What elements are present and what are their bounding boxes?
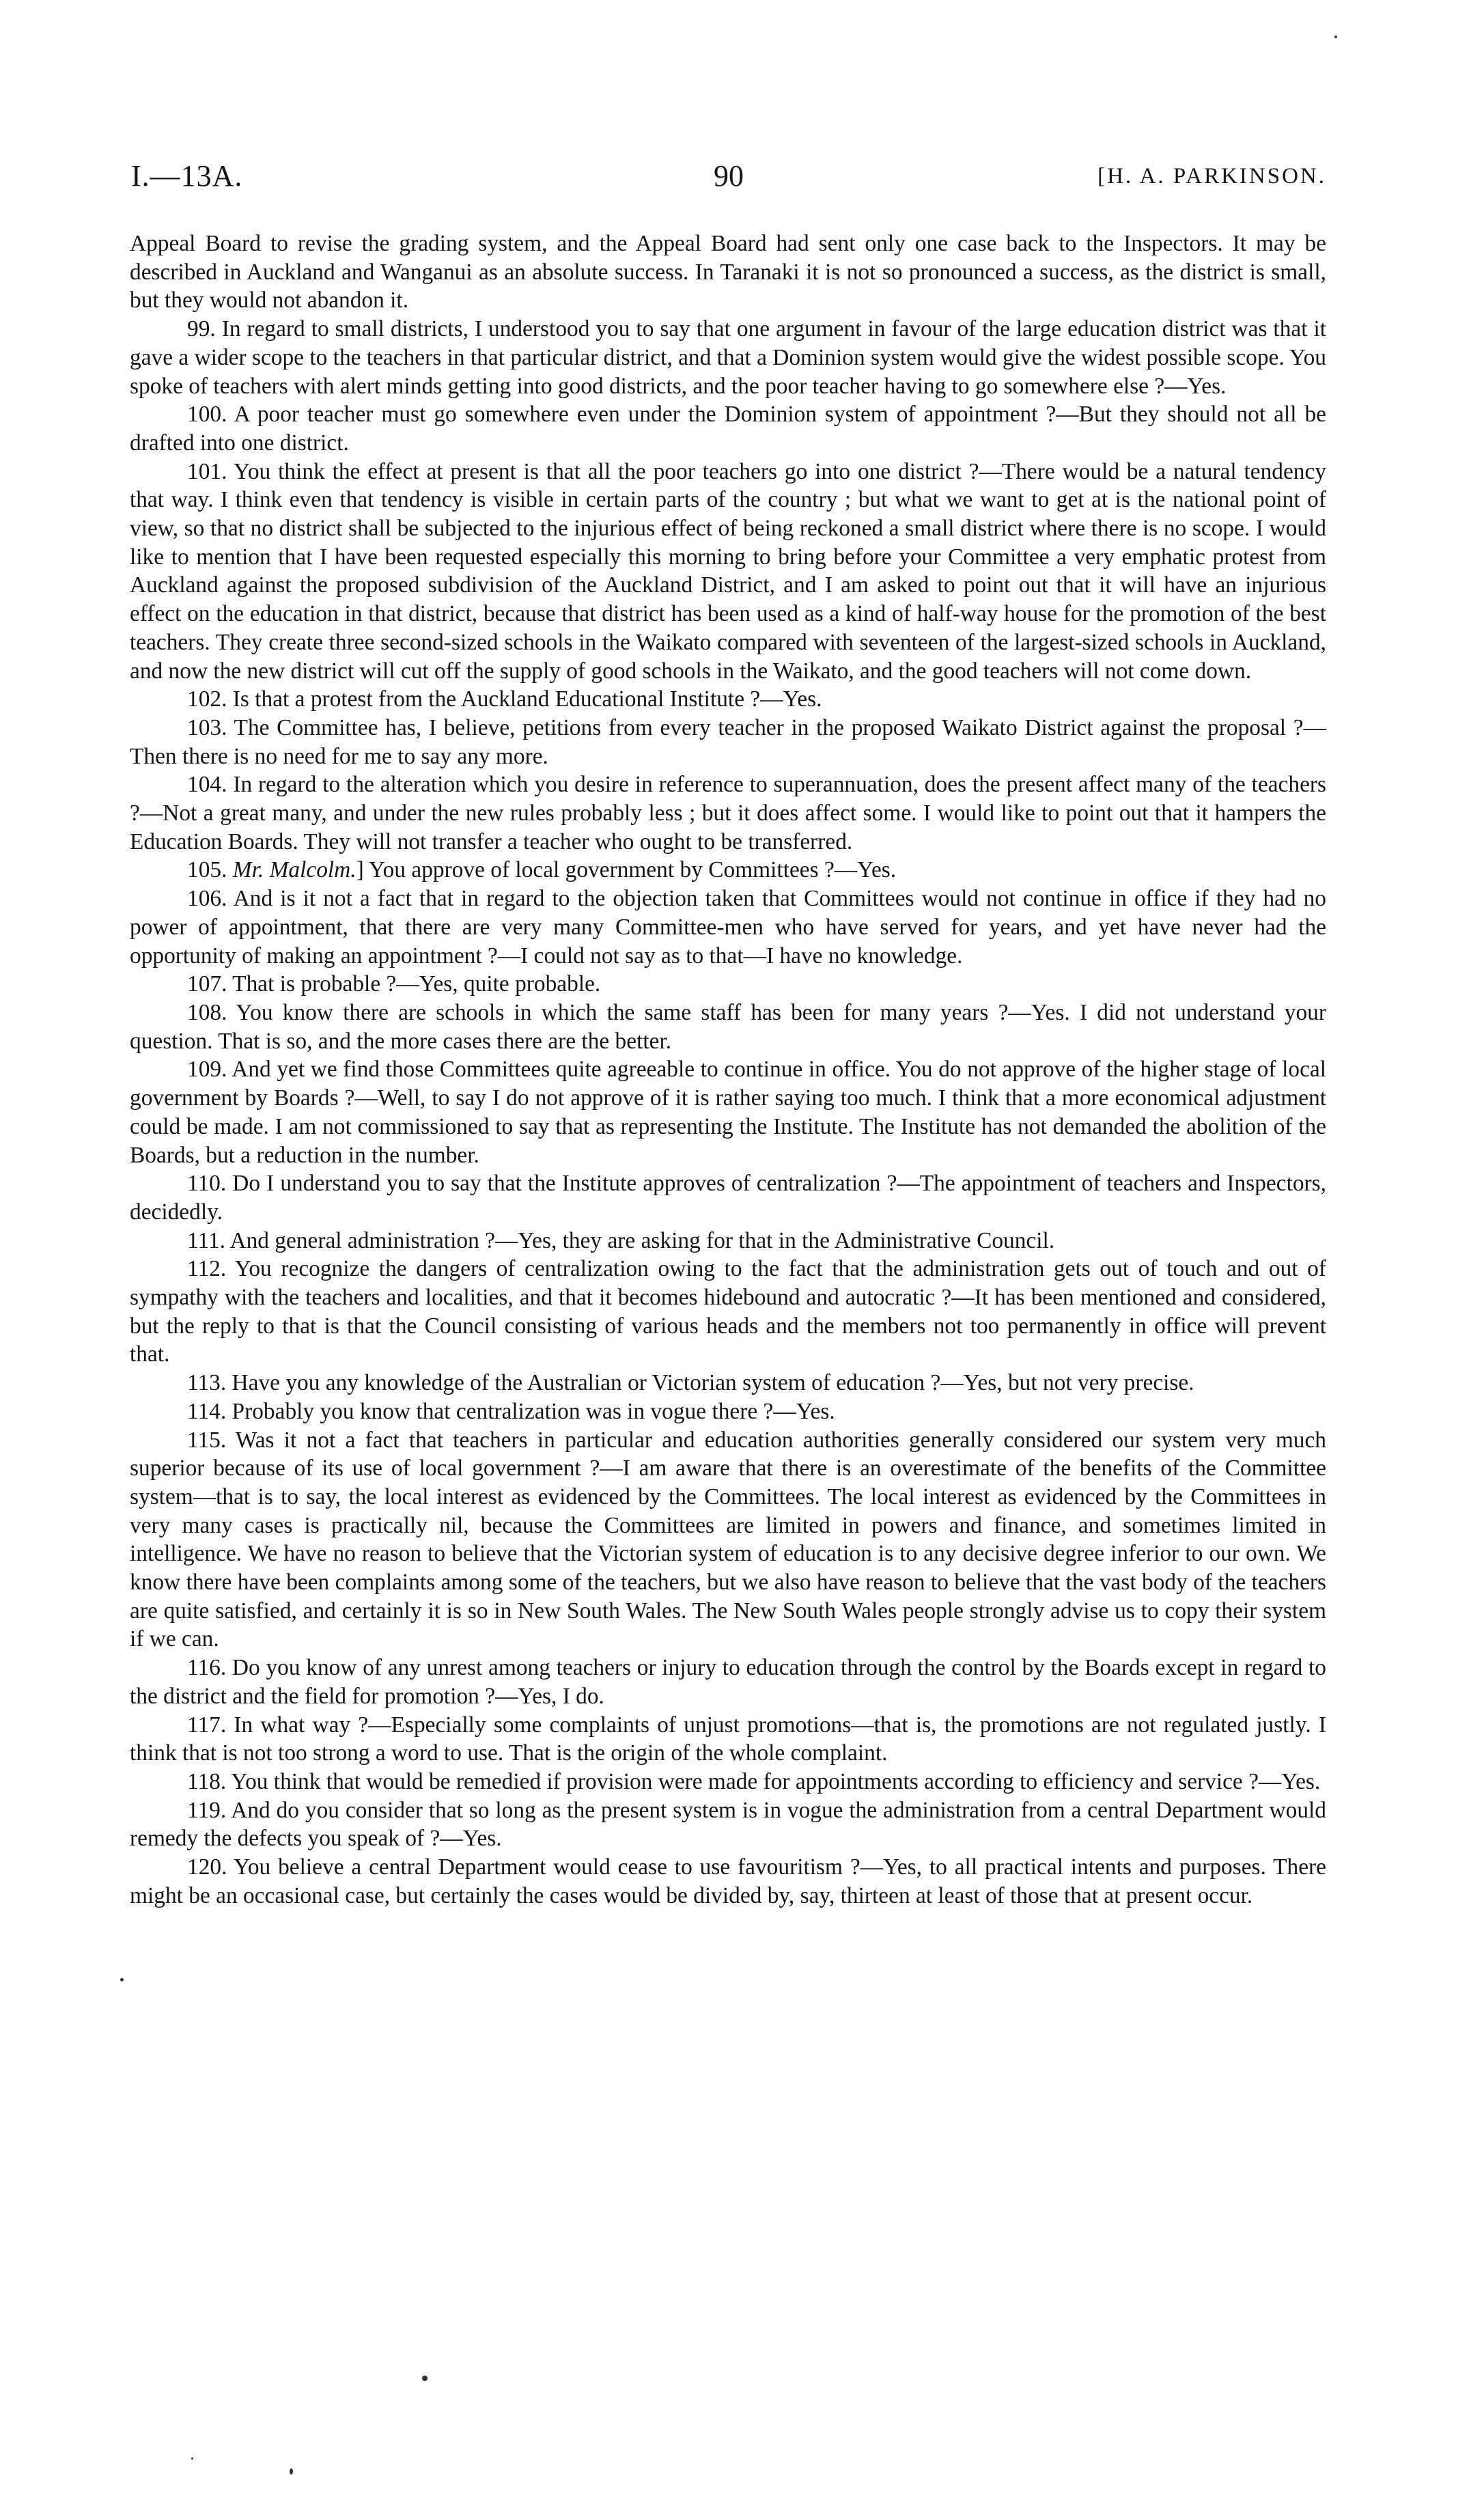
ink-speck: [120, 1978, 124, 1981]
question-paragraph-105: [130, 856, 1326, 885]
question-paragraph: 111. And general administration ?—Yes, they are asking for that in the Administrative Council.: [187, 1227, 1055, 1253]
question-paragraph: 106. And is it not a fact that in regard to the objection taken that Committees would not continue in office if they had no power of appointment, that there are very many Committee-men who have served for years, and yet have never had the opportunity of making an appointment ?—I could not say as to that—I have no knowledge.: [130, 886, 1326, 969]
question-paragraph: 108. You know there are schools in which the same staff has been for many years ?—Yes. I did not understand your question. That is so, and the more cases there are the better.: [130, 999, 1326, 1054]
witness-name: [H. A. PARKINSON.: [1097, 164, 1326, 189]
question-paragraph: 103. The Committee has, I believe, petitions from every teacher in the proposed Waikato District against the proposal ?—Then there is no need for me to say any more.: [130, 714, 1326, 769]
question-paragraph: 102. Is that a protest from the Auckland Educational Institute ?—Yes.: [187, 686, 822, 712]
question-text: ] You approve of local government by Committees ?—Yes.: [356, 857, 897, 883]
continued-paragraph: Appeal Board to revise the grading system, and the Appeal Board had sent only one case back to the Inspectors. It may be described in Auckland and Wanganui as an absolute success. In Taranaki it is not so pronounced a success, as the district is small, but they would not abandon it.: [130, 231, 1326, 314]
question-paragraph: 115. Was it not a fact that teachers in particular and education authorities generally considered our system very much superior because of its use of local government ?—I am aware that there is an overestimate of the benefits of the Committee system—that is to say, the local interest as evidenced by the Committees. The local interest as evidenced by the Committees in very many cases is practically nil, because the Committees are limited in powers and finance, and sometimes limited in intelligence. We have no reason to believe that the Victorian system of education is to any decisive degree inferior to our own. We know there have been complaints among some of the teachers, but we also have reason to believe that the vast body of the teachers are quite satisfied, and certainly it is so in New South Wales. The New South Wales people strongly advise us to copy their system if we can.: [130, 1427, 1326, 1652]
document-reference: I.—13A.: [131, 159, 243, 193]
question-paragraph: 99. In regard to small districts, I understood you to say that one argument in favour of the large education district was that it gave a wider scope to the teachers in that particular district, and that a Dominion system would give the widest possible scope. You spoke of teachers with alert minds getting into good districts, and the poor teacher having to go somewhere else ?—Yes.: [130, 316, 1326, 399]
question-paragraph: 120. You believe a central Department would cease to use favouritism ?—Yes, to all practical intents and purposes. There might be an occasional case, but certainly the cases would be divided by, say, thirteen at least of those that at present occur.: [130, 1854, 1326, 1908]
question-paragraph: 110. Do I understand you to say that the Institute approves of centralization ?—The appointment of teachers and Inspectors, decidedly.: [130, 1171, 1326, 1225]
question-paragraph: 117. In what way ?—Especially some complaints of unjust promotions—that is, the promotions are not regulated justly. I think that is not too strong a word to use. That is the origin of the whole complaint.: [130, 1712, 1326, 1766]
question-paragraph: 118. You think that would be remedied if provision were made for appointments according to efficiency and service ?—Yes.: [187, 1768, 1321, 1794]
ink-speck: [290, 2468, 293, 2475]
ink-speck: [422, 2376, 428, 2381]
question-paragraph: 112. You recognize the dangers of centralization owing to the fact that the administration gets out of touch and out of sympathy with the teachers and localities, and that it becomes hidebound and autocratic ?—It has been mentioned and considered, but the reply to that is that the Council consisting of various heads and the members not too permanently in office will prevent that.: [130, 1256, 1326, 1367]
question-paragraph: 100. A poor teacher must go somewhere even under the Dominion system of appointment ?—But they should not all be drafted into one district.: [130, 402, 1326, 456]
question-paragraph: 101. You think the effect at present is that all the poor teachers go into one district ?—There would be a natural tendency that way. I think even that tendency is visible in certain parts of the country ; but what we want to get at is the national point of view, so that no district shall be subjected to the injurious effect of being reckoned a small district where there is no scope. I would like to mention that I have been requested especially this morning to bring before your Committee a very emphatic protest from Auckland against the proposed subdivision of the Auckland District, and I am asked to point out that it will have an injurious effect on the education in that district, because that district has been used as a kind of half-way house for the promotion of the best teachers. They create three second-sized schools in the Waikato compared with seventeen of the largest-sized schools in Auckland, and now the new district will cut off the supply of good schools in the Waikato, and the good teachers will not come down.: [130, 458, 1326, 684]
question-paragraph: 104. In regard to the alteration which you desire in reference to superannuation, does the present affect many of the teachers ?—Not a great many, and under the new rules probably less ; but it does affect some. I would like to point out that it hampers the Education Boards. They will not transfer a teacher who ought to be transferred.: [130, 772, 1326, 854]
page-number: 90: [714, 159, 744, 193]
question-paragraph: 107. That is probable ?—Yes, quite probable.: [187, 971, 601, 997]
question-paragraph: 113. Have you any knowledge of the Australian or Victorian system of education ?—Yes, but not very precise.: [187, 1370, 1194, 1396]
question-paragraph: 109. And yet we find those Committees quite agreeable to continue in office. You do not approve of the higher stage of local government by Boards ?—Well, to say I do not approve of it is rather saying too much. I think that a more economical adjustment could be made. I am not commissioned to say that as representing the Institute. The Institute has not demanded the abolition of the Boards, but a reduction in the number.: [130, 1057, 1326, 1168]
ink-speck: [1334, 36, 1337, 38]
question-paragraph: 116. Do you know of any unrest among teachers or injury to education through the control by the Boards except in regard to the district and the field for promotion ?—Yes, I do.: [130, 1655, 1326, 1709]
question-paragraph: 114. Probably you know that centralization was in vogue there ?—Yes.: [187, 1398, 835, 1424]
question-paragraph: 119. And do you consider that so long as the present system is in vogue the administration from a central Department would remedy the defects you speak of ?—Yes.: [130, 1797, 1326, 1852]
ink-speck: [191, 2457, 193, 2460]
question-number: 105.: [187, 857, 227, 883]
page-header: [131, 158, 1326, 199]
evidence-body: [130, 229, 1326, 1910]
speaker-name: Mr. Malcolm.: [232, 857, 356, 883]
